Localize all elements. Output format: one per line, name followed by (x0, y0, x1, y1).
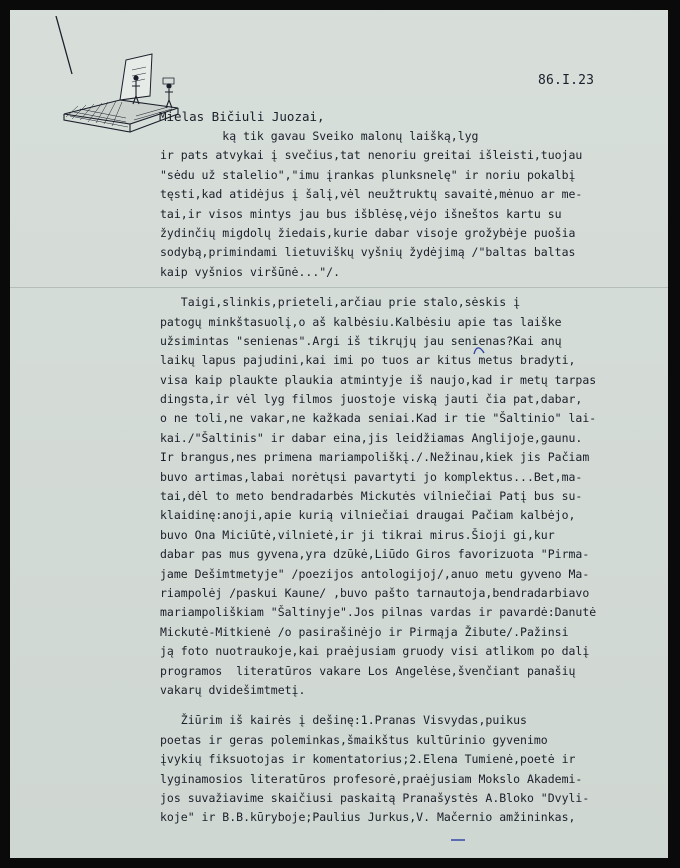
text-line: žydinčių migdolų žiedais,kurie dabar visoje grožybėje puošia (160, 225, 576, 240)
text-line: dabar pas mus gyvena,yra dzūkė,Liūdo Giros favorizuota "Pirma- (160, 547, 590, 562)
paragraph-2 (160, 293, 660, 700)
text-line: jos suvažiavime skaičiusi paskaitą Pranašystės A.Bloko "Dvyli- (160, 790, 590, 805)
letter-body (160, 127, 660, 828)
text-line: visa kaip plaukte plaukia atmintyje iš naujo,kad ir metų tarpas (160, 372, 597, 387)
text-line: ir pats atvykai į svečius,tat nenoriu greitai išleisti,tuojau (160, 148, 583, 163)
text-line: laikų lapus pajudini,kai imi po tuos ar kitus metus bradyti, (160, 353, 576, 368)
text-line: tai,dėl to meto bendradarbės Mickutės vilniečiai Patį bus su- (160, 489, 583, 504)
text-line: kaip vyšnios viršūnė..."/. (160, 264, 341, 279)
text-line: buvo Ona Miciūtė,vilnietė,ir ji tikrai mirus.Šioji gi,kur (160, 527, 555, 542)
text-line: užsimintas "senienas".Argi iš tikrųjų jau senienas?Kai anų (160, 333, 562, 348)
text-line: sodybą,primindami lietuviškų vyšnių žydėjimą /"baltas baltas (160, 245, 576, 260)
ink-underline-mark-icon (450, 837, 466, 843)
text-line: Ir brangus,nes primena mariampoliškį./.Nežinau,kiek jis Pačiam (160, 450, 590, 465)
text-line: poetas ir geras poleminkas,šmaikštus kultūrinio gyvenimo (160, 732, 548, 747)
paragraph-1 (160, 127, 660, 282)
text-line: buvo artimas,labai norėtųsi pavartyti jo komplektus...Bet,ma- (160, 469, 583, 484)
text-line: ką tik gavau Sveiko malonų laišką,lyg (160, 129, 479, 143)
text-line: patogų minkštasuolį,o aš kalbėsiu.Kalbėsiu apie tas laiške (160, 314, 562, 329)
ink-correction-mark-icon (472, 344, 486, 356)
text-line: Taigi,slinkis,prieteli,arčiau prie stalo,sėskis į (160, 295, 521, 310)
text-line: mariampoliškiam "Šaltinyje".Jos pilnas vardas ir pavardė:Danutė (160, 605, 597, 620)
text-line: o ne toli,ne vakar,ne kažkada seniai.Kad ir tie "Šaltinio" lai- (160, 411, 597, 426)
text-line: "sėdu už stalelio","imu įrankas plunksnelę" ir noriu pokalbį (160, 167, 576, 182)
text-line: Žiūrim iš kairės į dešinę:1.Pranas Visvydas,puikus (160, 713, 527, 728)
text-line: riampolėj /paskui Kaune/ ,buvo pašto tarnautoja,bendradarbiavo (160, 585, 590, 600)
letter-page (10, 10, 668, 858)
text-line: įvykių fiksuotojas ir komentatorius;2.Elena Tumienė,poetė ir (160, 752, 576, 767)
text-line: kai./"Šaltinis" ir dabar eina,jis leidžiamas Anglijoje,gaunu. (160, 430, 583, 445)
text-line: dingsta,ir vėl lyg filmos juostoje viską jauti čia pat,dabar, (160, 392, 583, 407)
paragraph-3 (160, 711, 660, 827)
text-line: Mickutė-Mitkienė /o pasirašinėjo ir Pirmąja Žibute/.Pažinsi (160, 624, 569, 639)
text-line: klaidinę:anoji,apie kurią vilniečiai draugai Pačiam kalbėjo, (160, 508, 576, 523)
text-line: jame Dešimtmetyje" /poezijos antologijoj/,anuo metu gyveno Ma- (160, 566, 590, 581)
letter-date: 86.I.23 (538, 73, 595, 88)
text-line: ją foto nuotraukoje,kai praėjusiam gruody visi atlikom po dalį (160, 644, 590, 659)
text-line: lyginamosios literatūros profesorė,praėjusiam Mokslo Akademi- (160, 771, 583, 786)
text-line: koje" ir B.B.kūryboje;Paulius Jurkus,V. Mačernio amžininkas, (160, 810, 576, 825)
text-line: tai,ir visos mintys jau bus išblėsę,vėjo išneštos kartu su (160, 206, 562, 221)
text-line: programos literatūros vakare Los Angelėse,švenčiant panašių (160, 663, 576, 678)
salutation: Mielas Bičiuli Juozai, (159, 109, 325, 124)
text-line: tęsti,kad atidėjus į šalį,vėl neužtruktų savaitė,mėnuo ar me- (160, 187, 583, 202)
text-line: vakarų dvidešimtmetį. (160, 682, 306, 697)
